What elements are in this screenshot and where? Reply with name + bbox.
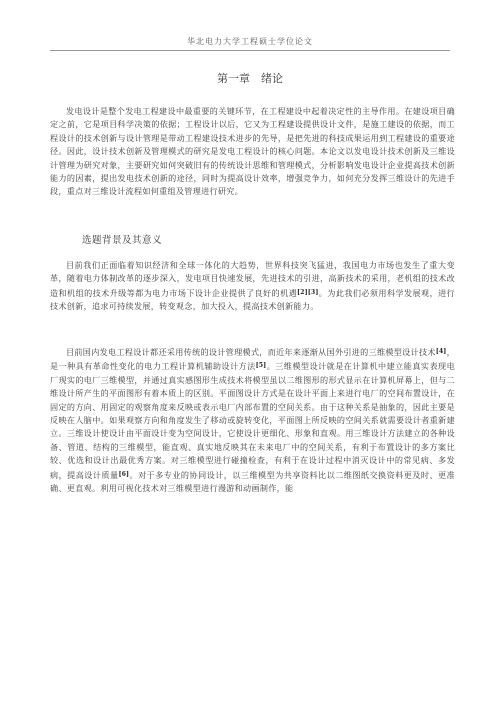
paragraph-background — [50, 259, 455, 314]
paragraph-3d-design — [50, 345, 455, 495]
paragraph-text: 目前国内发电工程设计都还采用传统的设计管理模式，而近年来逐渐从国外引进的三维模型设计技术 — [66, 347, 436, 357]
citation-ref: [2][3] — [297, 288, 319, 296]
running-header: 华北电力大学工程硕士学位论文 — [187, 37, 313, 46]
citation-ref: [6] — [118, 470, 130, 478]
header-divider — [50, 50, 450, 51]
paragraph-text: 。为此我们必须用科学发展观，进行技术创新，追求可持续发展，转变观念，加大投入，提高技术创新能力。 — [50, 287, 456, 312]
section-title: 选题背景及其意义 — [82, 235, 163, 246]
paragraph-intro: 发电设计是整个发电工程建设中最重要的关键环节，在工程建设中起着决定性的主导作用。在建设项目确定之前，它是项目科学决策的依据；工程设计以后，它又为工程建设提供设计文件，是施工建设的依据，而工程设计的技术创新与设计管理是带动工程建设技术进步的先导，是把先进的科技成果运用到工程建设的重要途径。因此，设计技术创新及管理模式的研究是发电工程设计的核心问题。本论文以发电设计技术创新及三维设计管理为研究对象，主要研究如何突破旧有的传统设计思维和管理模式，分析影响发电设计企业提高技术创新能力的因素，提出发电技术创新的途径，同时为提高设计效率，增强竞争力，如何充分发挥三维设计的先进手段，重点对三维设计流程如何重组及管理进行研究。 — [50, 106, 455, 197]
paragraph-text: 。对于多专业的协同设计，以三维模型为共享资料比以二维图纸交换资料更及时、更准确、更直观。利用可视化技术对三维模型进行漫游和动画制作，能 — [50, 469, 455, 494]
chapter-title: 第一章 绪论 — [217, 72, 283, 85]
paragraph-text: 。三维模型设计就是在计算机中建立能真实表现电厂现实的电厂三维模型，并通过真实感图形生成技术将模型虽以二维图形的形式显示在计算机屏幕上，但与二维设计所产生的平面图形有着本质上的区别。平面图设计方式是在设计平面上来进行电厂的空间布置设计，在固定的方向、用固定的观察角度来反映或表示电厂内部布置的空间关系。由于这种关系是抽象的，因此主要是反映在人脑中。如果观察方向和角度发生了移动或旋转变化，平面图上所反映的空间关系就需要设计者重新建立。三维设计使设计由平面设计变为空间设计，它使设计更细化、形象和直观。用三维设计方法建立的各种设备、管道、结构的三维模型，能直观、真实地反映其在未来电厂中的空间关系，有利于布置设计的多方案比较、优选和设计出最优秀方案。对三维模型进行碰撞检查，有利于在设计过程中消灭设计中的常见病、多发病，提高设计质量 — [50, 361, 455, 480]
citation-ref: [4] — [435, 348, 447, 355]
citation-ref: [5] — [255, 362, 267, 370]
paragraph-text: ，是一种具有革命性变化的电力工程计算机辅助设计方法 — [50, 347, 455, 372]
paragraph-text: 目前我们正面临着知识经济和全球一体化的大趋势，世界科技突飞猛进，我国电力市场也发生了重大变革，随着电力体制改革的逐步深入，发电项目快速发展，先进技术的引进，高新技术的采用，老机组的技术改造和机组的技术升级等都为电力市场下设计企业提供了良好的机遇 — [50, 260, 455, 298]
